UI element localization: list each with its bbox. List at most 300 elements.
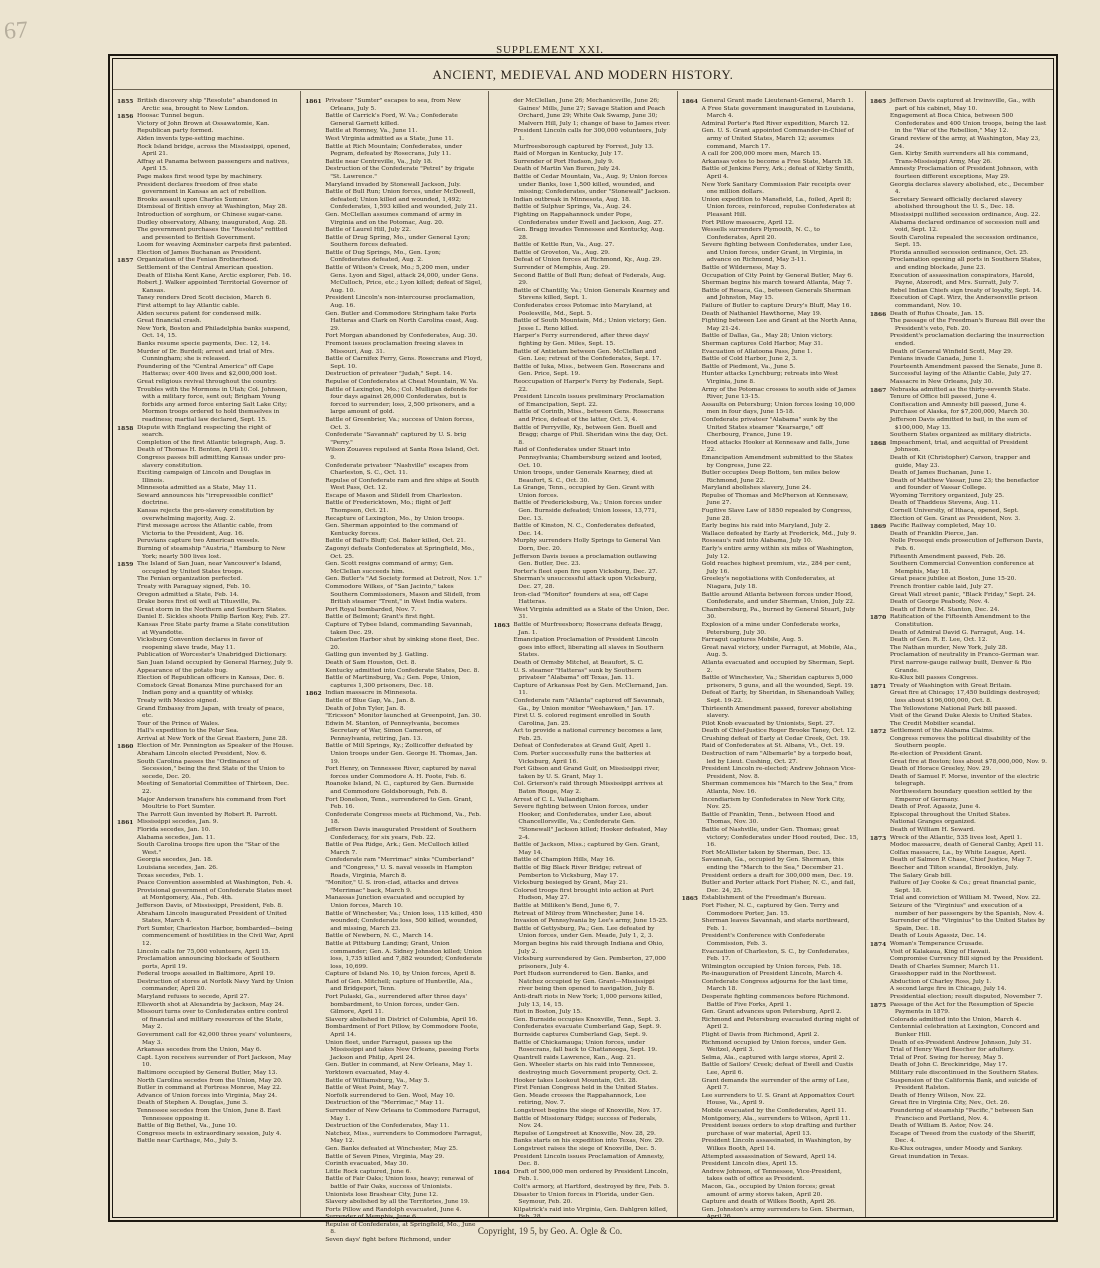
entry-text: Battle of Sailors' Creek; defeat of Ewell and Custis Lee, April 6. xyxy=(701,1062,854,1076)
history-entry xyxy=(870,592,1047,600)
history-entry xyxy=(870,675,1047,683)
entry-year xyxy=(117,295,137,303)
entry-year: 1874 xyxy=(869,940,887,948)
history-entry xyxy=(870,98,1047,113)
history-entry xyxy=(870,766,1047,774)
history-entry xyxy=(305,265,482,295)
entry-text: Florida secedes, Jan. 10. xyxy=(137,827,211,833)
entry-year xyxy=(117,303,137,311)
entry-text: Treaty with Paraguay signed, Feb. 10. xyxy=(137,584,251,590)
history-entry xyxy=(493,1192,670,1207)
entry-year xyxy=(493,994,513,1009)
entry-text: Death of Gen. R. E. Lee, Oct. 12. xyxy=(889,637,988,644)
history-entry xyxy=(682,690,859,705)
entry-year xyxy=(682,766,702,781)
entry-text: Richmond occupied by Union forces, under Gen. Weitzel, April 3. xyxy=(701,1039,847,1054)
entry-text: Georgia declares slavery abolished, etc., December 4. xyxy=(889,181,1044,196)
history-entry xyxy=(117,637,294,652)
history-entry xyxy=(682,318,859,333)
entry-text: Southern Commercial Convention conference at Memphis, May 18. xyxy=(889,561,1035,575)
entry-text: Surrender of Memphis, Aug. 29. xyxy=(513,265,610,272)
history-entry xyxy=(117,842,294,857)
entry-text: North Carolina secedes from the Union, May 20. xyxy=(137,1077,283,1084)
history-entry xyxy=(682,1161,859,1169)
entry-year xyxy=(870,736,890,751)
entry-text: Great fire at Boston; loss about $78,000,000, Nov. 9. xyxy=(889,758,1048,765)
entry-text: Destruction of ram "Albemarle" by a torpedo boat, led by Lieut. Cushing, Oct. 27. xyxy=(701,751,853,765)
entry-year xyxy=(870,356,890,364)
history-entry xyxy=(682,728,859,736)
entry-text: Gen. Bragg invades Tennessee and Kentucky, Aug. 28. xyxy=(513,227,665,241)
history-entry xyxy=(682,546,859,561)
history-entry xyxy=(117,136,294,144)
entry-year xyxy=(117,220,137,228)
entry-text: Death of Elisha Kent Kane, Arctic explorer, Feb. 16. xyxy=(137,272,292,279)
history-entry xyxy=(117,204,294,212)
entry-year xyxy=(117,1009,137,1032)
entry-text: Battle of Fredericktown, Mo.; flight of Jeff Thompson, Oct. 21. xyxy=(325,500,451,515)
entry-year xyxy=(682,903,702,918)
history-entry xyxy=(870,311,1047,319)
entry-year xyxy=(870,584,890,592)
history-entry xyxy=(870,151,1047,166)
entry-year xyxy=(682,660,702,675)
entry-text: Death of Franklin Pierce, Jan. xyxy=(889,530,979,537)
history-entry xyxy=(870,440,1047,455)
entry-text: Fugitive Slave Law of 1850 repealed by Congress, June 28. xyxy=(701,508,852,522)
entry-text: Evacuation of Charleston, S. C., by Confederates, Feb. 17. xyxy=(701,948,850,963)
history-entry xyxy=(493,751,670,766)
entry-text: Death of General Winfield Scott, May 29. xyxy=(889,348,1013,355)
entry-year xyxy=(870,774,890,789)
entry-year xyxy=(493,485,513,500)
history-entry xyxy=(870,827,1047,835)
history-entry xyxy=(493,159,670,167)
history-entry xyxy=(870,1131,1047,1146)
history-entry xyxy=(305,478,482,493)
entry-year xyxy=(117,873,137,881)
history-entry xyxy=(493,204,670,212)
history-entry xyxy=(493,128,670,143)
entry-year xyxy=(117,1047,137,1055)
entry-text: Colorado admitted into the Union, March 4. xyxy=(889,1016,1022,1023)
entry-year xyxy=(305,250,325,265)
history-entry xyxy=(117,994,294,1002)
entry-year: 1864 xyxy=(493,1168,510,1176)
entry-text: Battle of Wilderness, May 5. xyxy=(701,265,787,272)
history-entry xyxy=(305,690,482,698)
history-entry xyxy=(305,417,482,432)
entry-year xyxy=(493,470,513,485)
entry-year xyxy=(117,1123,137,1131)
entry-year xyxy=(682,470,702,485)
history-entry xyxy=(870,250,1047,258)
entry-text: Battle of Fredericksburg, Va.; Union forces under Gen. Burnside defeated; Union losses, 13,771, Dec. 13. xyxy=(513,500,662,522)
history-entry xyxy=(493,781,670,796)
entry-year xyxy=(305,1237,325,1245)
entry-year xyxy=(870,789,890,804)
history-entry xyxy=(493,903,670,911)
history-entry xyxy=(117,265,294,273)
entry-year: 1864 xyxy=(681,98,699,105)
history-entry xyxy=(493,98,670,128)
entry-year xyxy=(117,607,137,615)
entry-year xyxy=(870,751,890,759)
history-entry xyxy=(682,1154,859,1162)
entry-text: Dudley observatory, Albany, inaugurated, Aug. 28. xyxy=(137,219,288,226)
entry-text: Great storm in the Northern and Southern States. xyxy=(137,606,287,613)
history-entry xyxy=(305,1085,482,1093)
entry-text: Death of Horace Greeley, Nov. 29. xyxy=(889,766,992,773)
history-entry xyxy=(117,311,294,319)
history-entry xyxy=(682,1055,859,1063)
entry-year xyxy=(493,880,513,888)
entry-year: 1871 xyxy=(869,682,887,690)
entry-year xyxy=(117,675,137,683)
history-entry xyxy=(870,1093,1047,1101)
entry-year xyxy=(305,1040,325,1063)
entry-year xyxy=(870,949,890,957)
history-entry xyxy=(682,592,859,607)
entry-text: Corinth evacuated, May 30. xyxy=(325,1161,409,1168)
entry-year: 1865 xyxy=(869,98,887,105)
entry-text: Capture of Arkansas Post by Gen. McClernand, Jan. 11. xyxy=(513,682,668,697)
history-entry xyxy=(493,1093,670,1108)
entry-text: Atlanta evacuated and occupied by Sherman, Sept. 2. xyxy=(701,659,855,674)
entry-year xyxy=(305,561,325,576)
entry-year xyxy=(117,1100,137,1108)
entry-text: Settlement of the Alabama Claims. xyxy=(889,728,994,735)
entry-text: Destruction of the Confederate "Petrel" by frigate "St. Lawrence." xyxy=(325,166,475,180)
entry-text: Woman's Temperance Crusade. xyxy=(889,940,984,947)
entry-text: Hoosac Tunnel begun. xyxy=(137,113,204,120)
entry-text: Repulse of Thomas and McPherson at Kennesaw, June 27. xyxy=(701,492,849,507)
entry-year xyxy=(305,516,325,524)
entry-year xyxy=(493,766,513,781)
entry-text: Episcopal throughout the United States. xyxy=(889,811,1011,818)
entry-year xyxy=(870,690,890,705)
entry-text: Confederate ram "Atlanta" captured off Savannah, Ga., by Union monitor "Weehawken," Jan. 17. xyxy=(513,697,665,712)
entry-text: Death of Martin Van Buren, July 24. xyxy=(513,166,621,173)
entry-year: 1861 xyxy=(117,819,134,827)
entry-text: Battle of Cold Harbor, June 2, 3. xyxy=(701,356,798,363)
entry-year xyxy=(305,463,325,478)
entry-text: Government call for 42,000 three years' volunteers, May 3. xyxy=(137,1032,293,1046)
history-entry xyxy=(682,349,859,357)
history-entry xyxy=(870,1024,1047,1039)
history-entry xyxy=(870,690,1047,705)
entry-text: Emancipation Proclamation of President Lincoln goes into effect, liberating all slaves in Southern States. xyxy=(513,637,664,659)
entry-text: Death of Ormsby Mitchel, at Beaufort, S. C. xyxy=(513,659,644,666)
history-entry xyxy=(870,956,1047,964)
history-entry xyxy=(117,857,294,865)
entry-year xyxy=(493,1131,513,1139)
history-entry xyxy=(870,774,1047,789)
history-entry xyxy=(117,736,294,744)
history-entry xyxy=(870,387,1047,395)
history-entry xyxy=(870,607,1047,615)
entry-year xyxy=(305,994,325,1017)
entry-text: Battle of Ball's Bluff; Col. Baker killed, Oct. 21. xyxy=(325,538,466,545)
entry-year xyxy=(117,1131,137,1139)
history-entry xyxy=(870,554,1047,562)
entry-year xyxy=(493,212,513,227)
entry-year xyxy=(682,151,702,159)
history-entry xyxy=(870,394,1047,402)
entry-text: Battle of Iuka, Miss., between Gen. Rosecrans and Gen. Price, Sept. 19. xyxy=(513,363,665,378)
copyright-notice: Copyright, 19 5, by Geo. A. Ogle & Co. xyxy=(477,1226,623,1236)
history-entry xyxy=(493,470,670,485)
entry-year xyxy=(493,956,513,971)
entry-year xyxy=(493,174,513,197)
history-entry xyxy=(117,675,294,683)
entry-text: Manassas Junction evacuated and occupied by Union forces, March 10. xyxy=(325,895,465,909)
history-entry xyxy=(870,470,1047,478)
entry-year: 1868 xyxy=(869,439,887,447)
entry-year xyxy=(870,197,890,212)
entry-text: Compromise Currency Bill signed by the President. xyxy=(889,956,1044,963)
entry-year xyxy=(682,273,702,281)
entry-year xyxy=(493,1146,513,1154)
entry-text: Arrival at New York of the Great Eastern, June 28. xyxy=(137,735,288,742)
entry-text: Death of James Buchanan, June 1. xyxy=(889,470,992,477)
history-entry xyxy=(870,842,1047,850)
entry-year xyxy=(305,971,325,979)
entry-text: Draft of 500,000 men ordered by President Lincoln, Feb. 1. xyxy=(513,1168,669,1183)
entry-text: Trial and conviction of William M. Tweed, Nov. 22. xyxy=(889,895,1041,902)
history-entry xyxy=(870,371,1047,379)
entry-year xyxy=(870,432,890,440)
entry-year xyxy=(870,880,890,895)
history-entry xyxy=(117,698,294,706)
entry-text: Evacuation of Allatoona Pass, June 1. xyxy=(701,348,813,355)
history-entry xyxy=(493,622,670,637)
entry-text: Death of John C. Breckinridge, May 17. xyxy=(889,1062,1008,1069)
history-entry xyxy=(682,660,859,675)
entry-year xyxy=(305,538,325,546)
entry-year xyxy=(493,98,513,128)
entry-year xyxy=(870,592,890,600)
entry-text: Foundering of steamship "Pacific," between San Francisco and Portland, Nov. 4. xyxy=(889,1107,1034,1122)
entry-year xyxy=(305,766,325,781)
entry-text: Gen. Butler in command, at New Orleans, May 1. xyxy=(325,1062,473,1069)
history-entry xyxy=(117,485,294,493)
history-entry xyxy=(682,455,859,470)
history-entry xyxy=(870,1154,1047,1162)
history-entry xyxy=(870,728,1047,736)
entry-year xyxy=(682,637,702,645)
entry-text: Fort Donelson, Tenn., surrendered to Gen. Grant, Feb. 16. xyxy=(325,796,473,811)
entry-year xyxy=(493,903,513,911)
entry-year xyxy=(117,523,137,538)
entry-text: Battle at Pittsburg Landing; Grant, Union commander; Gen. A. Sidney Johnston killed; Union loss, 1,735 killed and 7,882 wounded; Confederate loss, 10,699. xyxy=(325,940,483,970)
history-entry xyxy=(682,538,859,546)
entry-text: Death of Salmon P. Chase, Chief Justice, May 7. xyxy=(889,857,1033,864)
entry-year xyxy=(682,1078,702,1093)
entry-text: Death of Stephen A. Douglas, June 3. xyxy=(137,1100,248,1107)
entry-year xyxy=(870,964,890,972)
entry-year xyxy=(493,1017,513,1025)
history-entry xyxy=(117,1093,294,1101)
history-entry xyxy=(493,1169,670,1184)
history-entry xyxy=(870,220,1047,235)
entry-text: Fort Fisher, N. C., captured by Gen. Terry and Commodore Porter, Jan. 15. xyxy=(701,902,839,917)
history-entry xyxy=(305,979,482,994)
entry-year xyxy=(493,318,513,333)
entry-text: Battle of Bull Run; Union forces, under McDowell, defeated; Union killed and wounded, 1,492; Confederates, 1,593 killed and wounded, July 21. xyxy=(325,189,478,211)
history-entry xyxy=(870,1100,1047,1108)
entry-year xyxy=(493,1116,513,1131)
entry-text: Battle of Carrick's Ford, W. Va.; Confederate General Garnett killed. xyxy=(325,113,458,127)
entry-year xyxy=(493,683,513,698)
entry-text: Norfolk surrendered to Gen. Wool, May 10. xyxy=(325,1092,455,1099)
history-entry xyxy=(117,751,294,759)
history-entry xyxy=(117,956,294,971)
entry-year xyxy=(493,781,513,796)
entry-year xyxy=(117,212,137,220)
entry-year xyxy=(305,1131,325,1146)
entry-year xyxy=(870,538,890,553)
entry-year: 1867 xyxy=(869,386,887,394)
entry-text: Desperate fighting commences before Richmond. Battle of Five Forks, April 1. xyxy=(701,994,850,1008)
entry-text: Visit of the Grand Duke Alexis to United States. xyxy=(889,713,1033,720)
history-entry xyxy=(682,622,859,637)
entry-year xyxy=(870,1047,890,1055)
history-entry xyxy=(870,652,1047,660)
entry-text: Trial of Prof. Swing for heresy, May 5. xyxy=(889,1054,1004,1061)
entry-year xyxy=(493,971,513,994)
entry-year xyxy=(305,660,325,668)
entry-text: The Salary Grab bill. xyxy=(889,872,952,879)
history-entry xyxy=(682,1078,859,1093)
entry-text: Settlement of the Central American question. xyxy=(137,265,274,272)
entry-year xyxy=(870,576,890,584)
history-entry xyxy=(305,1108,482,1123)
entry-text: A Free State government inaugurated in Louisiana, March 4. xyxy=(701,105,856,120)
entry-text: Fort Morgan abandoned by Confederates, Aug. 30. xyxy=(325,333,478,340)
entry-year xyxy=(493,751,513,766)
entry-year xyxy=(305,356,325,371)
entry-text: Early begins his raid into Maryland, July 2. xyxy=(701,523,831,530)
entry-text: Grand review of the army, at Washington, May 23, 24. xyxy=(889,135,1041,150)
entry-text: Escape of Mason and Slidell from Charleston. xyxy=(325,492,463,499)
entry-text: Kilpatrick's raid into Virginia, Gen. Dahlgren killed, Feb. 28. xyxy=(513,1206,668,1221)
entry-text: Sherman's unsuccessful attack upon Vicksburg, Dec. 27, 28. xyxy=(513,576,657,590)
history-entry xyxy=(117,819,294,827)
history-entry xyxy=(870,212,1047,220)
entry-year xyxy=(305,1154,325,1162)
history-entry xyxy=(305,1100,482,1108)
entry-text: Battle of Dallas, Ga., May 28; Union victory. xyxy=(701,333,833,340)
history-entry xyxy=(305,1207,482,1215)
entry-text: Ku-Klux bill passes Congress. xyxy=(889,675,978,682)
entry-text: The Yellowstone National Park bill passed. xyxy=(889,705,1017,712)
entry-text: Death of Prof. Agassiz, June 4. xyxy=(889,804,981,811)
entry-text: West Virginia admitted as a State, June 11. xyxy=(325,135,454,142)
entry-year xyxy=(305,668,325,676)
entry-text: Fort Sumter, Charleston Harbor, bombarded—being commencement of hostilities in the Civil War, April 12. xyxy=(137,925,294,947)
entry-year xyxy=(117,326,137,341)
history-entry xyxy=(870,288,1047,296)
entry-text: Confiscation and Amnesty bill passed, June 4. xyxy=(889,401,1027,408)
entry-year xyxy=(870,1146,890,1154)
entry-text: Port Hudson surrendered to Gen. Banks, and Natchez occupied by Gen. Grant—Mississippi river being then opened to navigation, July 8. xyxy=(513,971,655,993)
history-entry xyxy=(682,766,859,781)
history-entry xyxy=(305,797,482,812)
entry-text: Taney renders Dred Scott decision, March 6. xyxy=(137,295,272,302)
entry-text: Murder of Dr. Burdell; arrest and trial of Mrs. Cunningham; she is released. xyxy=(137,348,275,363)
history-entry xyxy=(117,257,294,265)
entry-text: Grant demands the surrender of the army of Lee, April 7. xyxy=(701,1077,850,1092)
history-entry xyxy=(493,265,670,273)
history-entry xyxy=(870,789,1047,804)
history-entry xyxy=(305,356,482,371)
entry-year xyxy=(682,728,702,736)
history-entry xyxy=(870,865,1047,873)
history-entry xyxy=(493,698,670,713)
entry-year: 1872 xyxy=(869,728,887,736)
entry-year xyxy=(493,576,513,591)
entry-text: Arkansas votes to become a Free State, March 18. xyxy=(701,158,853,165)
entry-year xyxy=(870,873,890,881)
entry-text: Ellsworth shot at Alexandria by Jackson, May 24. xyxy=(137,1001,284,1008)
history-entry xyxy=(117,599,294,607)
entry-text: Chambersburg, Pa., burned by General Stuart, July 30. xyxy=(701,606,855,621)
history-entry xyxy=(493,766,670,781)
entry-year xyxy=(682,182,702,197)
history-entry xyxy=(117,614,294,622)
entry-text: Maryland abolishes slavery, June 24. xyxy=(701,485,811,492)
history-column-3 xyxy=(489,91,677,1221)
entry-year xyxy=(682,979,702,994)
entry-text: Exciting campaign of Lincoln and Douglas in Illinois. xyxy=(137,470,271,484)
entry-text: Pacific Railway completed, May 10. xyxy=(889,523,996,530)
history-entry xyxy=(305,781,482,796)
history-entry xyxy=(682,1123,859,1138)
entry-year: 1857 xyxy=(117,257,134,265)
history-entry xyxy=(493,918,670,926)
history-entry xyxy=(117,159,294,174)
history-entry xyxy=(117,349,294,364)
history-entry xyxy=(682,743,859,751)
entry-text: Passage of the Act for the Resumption of Specie Payments in 1879. xyxy=(889,1001,1034,1016)
entry-text: Loom for weaving Axminster carpets first patented. xyxy=(137,242,292,249)
history-entry xyxy=(305,1176,482,1191)
entry-year xyxy=(305,1108,325,1123)
entry-year xyxy=(493,227,513,242)
entry-text: Fighting on Rappahannock under Pope, Confederates under Ewell and Jackson, Aug. 27. xyxy=(513,211,663,226)
entry-text: The Parrott Gun invented by Robert R. Parrott. xyxy=(137,811,278,818)
history-entry xyxy=(682,356,859,364)
entry-year xyxy=(682,592,702,607)
history-entry xyxy=(305,212,482,227)
history-entry xyxy=(117,584,294,592)
entry-text: Publication of Worcester's Unabridged Dictionary. xyxy=(137,652,287,659)
history-entry xyxy=(493,911,670,919)
history-entry xyxy=(117,1055,294,1070)
entry-year xyxy=(870,1078,890,1093)
entry-text: Mobile evacuated by the Confederates, April 11. xyxy=(701,1107,847,1114)
history-entry xyxy=(493,538,670,553)
entry-year xyxy=(870,318,890,333)
entry-text: Gen. Scott resigns command of army; Gen. McClellan succeeds him. xyxy=(325,561,454,575)
entry-text: British discovery ship "Resolute" abandoned in Arctic sea, brought to New London. xyxy=(137,98,278,112)
entry-year xyxy=(117,971,137,979)
history-entry xyxy=(117,561,294,576)
history-entry xyxy=(493,1062,670,1077)
history-entry xyxy=(117,212,294,220)
history-entry xyxy=(305,1214,482,1222)
